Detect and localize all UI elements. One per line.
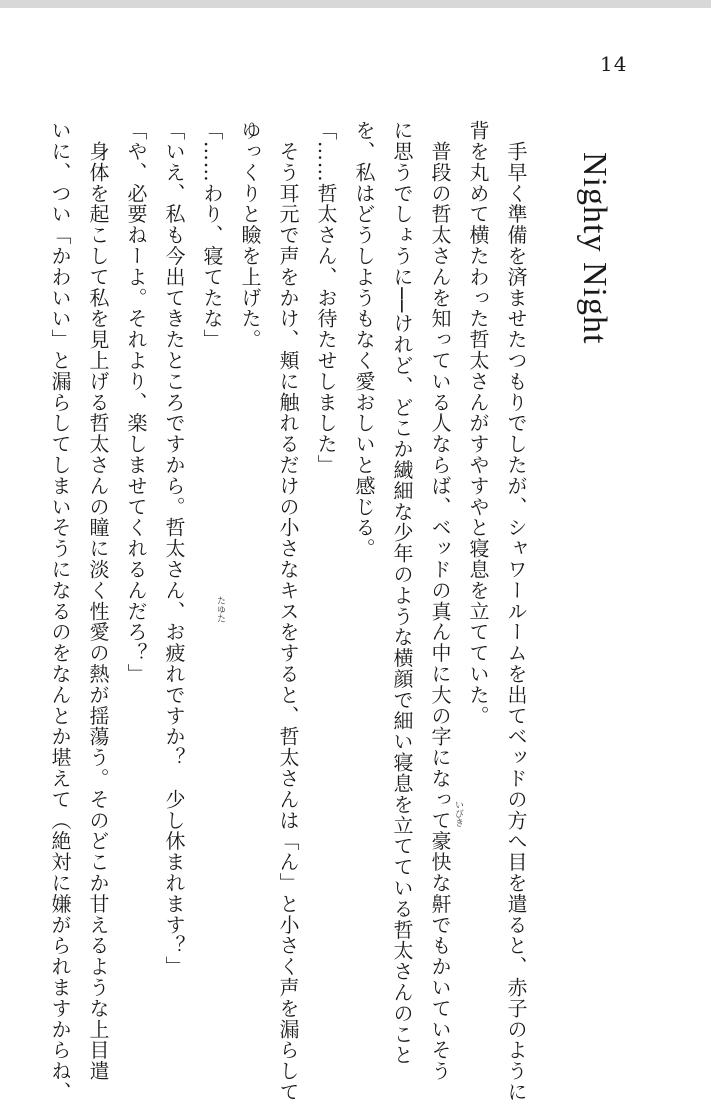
text-line: を、私はどうしようもなく愛おしいと感じる。 (352, 120, 376, 559)
text-line: 手早く準備を済ませたつもりでしたが、シャワールームを出てベッドの方へ目を遣ると、赤子のように (504, 120, 528, 1102)
text-line: 「や、必要ねーよ。それより、楽しませてくれるんだろ？」 (124, 120, 148, 685)
text-line: 身体を起こして私を見上げる哲太さんの瞳に淡く性愛の熱が揺蕩う。そのどこか甘えるような上目遣 (86, 120, 110, 1082)
text-line: 「……哲太さん、お待たせしました」 (314, 120, 338, 476)
text-line: 背を丸めて横たわった哲太さんがすやすやと寝息を立てていた。 (466, 120, 490, 727)
ruby-tayuta: たゆた (215, 596, 225, 623)
page-number: 14 (600, 52, 628, 76)
text-line: に思うでしょうに──けれど、どこか繊細な少年のような横顔で細い寝息を立てている哲太さんのこと (390, 120, 414, 1066)
body-text (41, 120, 535, 1102)
text-line: ゆっくりと瞼を上げた。 (238, 120, 262, 350)
text-line: いに、つい「かわいい」と漏らしてしまいそうになるのをなんとか堪えて（絶対に嫌がられますからね、 (48, 120, 72, 1102)
text-line: 「……わり、寝てたな」 (200, 120, 224, 350)
text-line: 普段の哲太さんを知っている人ならば、ベッドの真ん中に大の字になって豪快な鼾でもかいていそう (428, 120, 452, 1082)
ruby-ibiki: いびき (453, 800, 463, 827)
page-title: Nighty Night (576, 152, 613, 345)
top-bar (0, 0, 711, 8)
text-line: 「いえ、私も今出てきたところですから。哲太さん、お疲れですか？ 少し休まれます？」 (162, 120, 186, 977)
text-line: そう耳元で声をかけ、頬に触れるだけの小さなキスをすると、哲太さんは「ん」と小さく声を漏らして (276, 120, 300, 1102)
